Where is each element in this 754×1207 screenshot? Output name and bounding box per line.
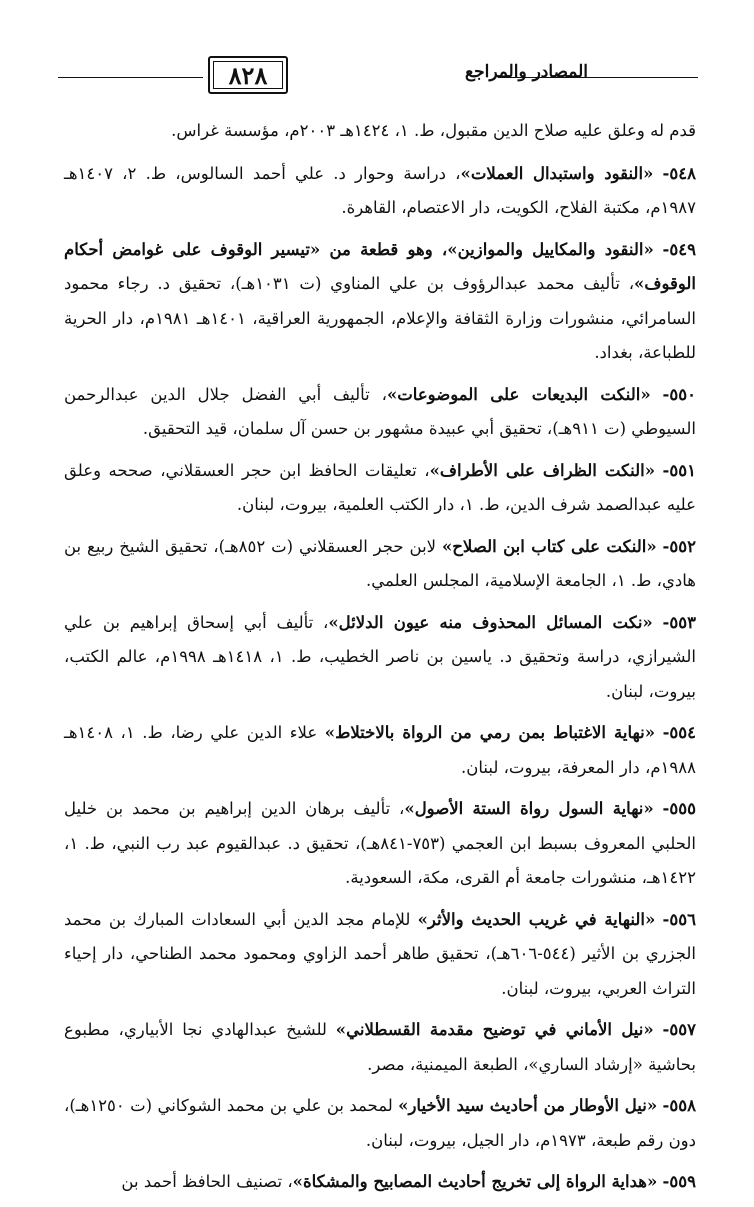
bibliography-entry (64, 378, 696, 447)
entry-title: «النكت الظراف على الأطراف» (429, 460, 656, 480)
entry-details: ، تأليف برهان الدين إبراهيم بن محمد بن خليل الحلبي المعروف بسبط ابن العجمي (٧٥٣-٨٤١هـ)، تحقيق د. عبدالقيوم عبد رب النبي، ط. ١، ١٤٢٢هـ، منشورات جامعة أم القرى، مكة، السعودية. (64, 799, 697, 887)
header-rule-left (58, 77, 203, 78)
entry-title: «النكت البديعات على الموضوعات» (386, 384, 651, 404)
entry-number: ٥٥٨- (662, 1096, 696, 1115)
entry-details: للشيخ عبدالهادي نجا الأبياري، مطبوع بحاشية «إرشاد الساري»، الطبعة الميمنية، مصر. (64, 1020, 696, 1074)
running-title: المصادر والمراجع (465, 62, 588, 82)
entry-number: ٥٥١- (662, 460, 696, 480)
entry-title: «نيل الأماني في توضيح مقدمة القسطلاني» (335, 1020, 654, 1039)
entry-number: ٥٥٠- (662, 384, 696, 404)
entry-details: ، تأليف أبي الفضل جلال الدين عبدالرحمن السيوطي (ت ٩١١هـ)، تحقيق أبي عبيدة مشهور بن حسن آل سلمان، قيد التحقيق. (64, 384, 696, 438)
entry-details: ، تأليف أبي إسحاق إبراهيم بن علي الشيرازي، دراسة وتحقيق د. ياسين بن ناصر الخطيب، ط. ١، ١٤١٨هـ ١٩٩٨م، عالم الكتب، بيروت، لبنان. (64, 612, 696, 701)
entry-details: لمحمد بن علي بن محمد الشوكاني (ت ١٢٥٠هـ)، دون رقم طبعة، ١٩٧٣م، دار الجيل، بيروت، لبنان. (64, 1096, 696, 1150)
entry-number: ٥٥٤- (662, 723, 697, 742)
entry-number: ٥٥٢- (662, 536, 696, 556)
entry-title: «النكت على كتاب ابن الصلاح» (441, 536, 657, 556)
bibliography-entry (64, 530, 696, 599)
entry-title: «نهاية الاغتباط بمن رمي من الرواة بالاختلاط» (324, 723, 656, 742)
page-number: ٨٢٨ (208, 56, 288, 94)
entry-number: ٥٥٩- (662, 1172, 696, 1191)
entry-title: «النقود والمكاييل والموازين»، وهو قطعة من «تيسير الوقوف على غوامض أحكام الوقوف» (64, 239, 696, 293)
bibliography-entry (64, 903, 696, 1007)
entry-details: ، تعليقات الحافظ ابن حجر العسقلاني، صححه وعلق عليه عبدالصمد شرف الدين، ط. ١، دار الكتب العلمية، بيروت، لبنان. (64, 460, 696, 514)
entry-details: ، تأليف محمد عبدالرؤوف بن علي المناوي (ت ١٠٣١هـ)، تحقيق د. رجاء محمود السامرائي، منشورات وزارة الثقافة والإعلام، الجمهورية العراقية، ١٤٠١هـ ١٩٨١م، دار الحرية للطباعة، بغداد. (64, 274, 697, 362)
entry-number: ٥٤٨- (662, 163, 696, 183)
bibliography-entry (64, 1165, 696, 1200)
header-rule-right (498, 77, 698, 78)
bibliography-entry (64, 792, 696, 896)
entry-number: ٥٥٥- (662, 799, 696, 818)
entry-details: لابن حجر العسقلاني (ت ٨٥٢هـ)، تحقيق الشيخ ربيع بن هادي، ط. ١، الجامعة الإسلامية، المجلس العلمي. (64, 536, 696, 590)
bibliography-entry (64, 157, 696, 226)
entry-title: «هداية الرواة إلى تخريج أحاديث المصابيح والمشكاة» (292, 1172, 658, 1191)
entry-title: «النهاية في غريب الحديث والأثر» (417, 909, 656, 929)
bibliography-entry (64, 1013, 696, 1082)
entry-title: «نيل الأوطار من أحاديث سيد الأخيار» (398, 1096, 658, 1115)
entry-title: «النقود واستبدال العملات» (460, 163, 654, 183)
page-header (58, 56, 698, 100)
bibliography-entry (64, 606, 696, 710)
entry-title: «نكت المسائل المحذوف منه عيون الدلائل» (328, 612, 653, 632)
entry-number: ٥٥٧- (662, 1020, 696, 1039)
entry-details: علاء الدين علي رضا، ط. ١، ١٤٠٨هـ ١٩٨٨م، دار المعرفة، بيروت، لبنان. (64, 723, 696, 777)
bibliography-entry (64, 1089, 696, 1158)
continuation-text: قدم له وعلق عليه صلاح الدين مقبول، ط. ١، ١٤٢٤هـ ٢٠٠٣م، مؤسسة غراس. (171, 121, 696, 140)
entry-number: ٥٥٦- (662, 909, 696, 929)
bibliography-entry (64, 233, 696, 371)
entry-title: «نهاية السول رواة الستة الأصول» (404, 799, 654, 818)
entry-number: ٥٥٣- (662, 612, 696, 632)
entry-details: للإمام مجد الدين أبي السعادات المبارك بن محمد الجزري بن الأثير (٥٤٤-٦٠٦هـ)، تحقيق طاهر أحمد الزاوي ومحمود محمد الطناحي، دار إحياء التراث العربي، بيروت، لبنان. (64, 909, 696, 998)
entry-details: ، دراسة وحوار د. علي أحمد السالوس، ط. ٢، ١٤٠٧هـ ١٩٨٧م، مكتبة الفلاح، الكويت، دار الاعتصام، القاهرة. (64, 163, 696, 217)
entry-number: ٥٤٩- (662, 239, 696, 259)
bibliography-entry (64, 454, 696, 523)
bibliography-entry (64, 716, 696, 785)
bibliography-list (64, 114, 696, 1207)
entry-details: ، تصنيف الحافظ أحمد بن (121, 1172, 293, 1191)
